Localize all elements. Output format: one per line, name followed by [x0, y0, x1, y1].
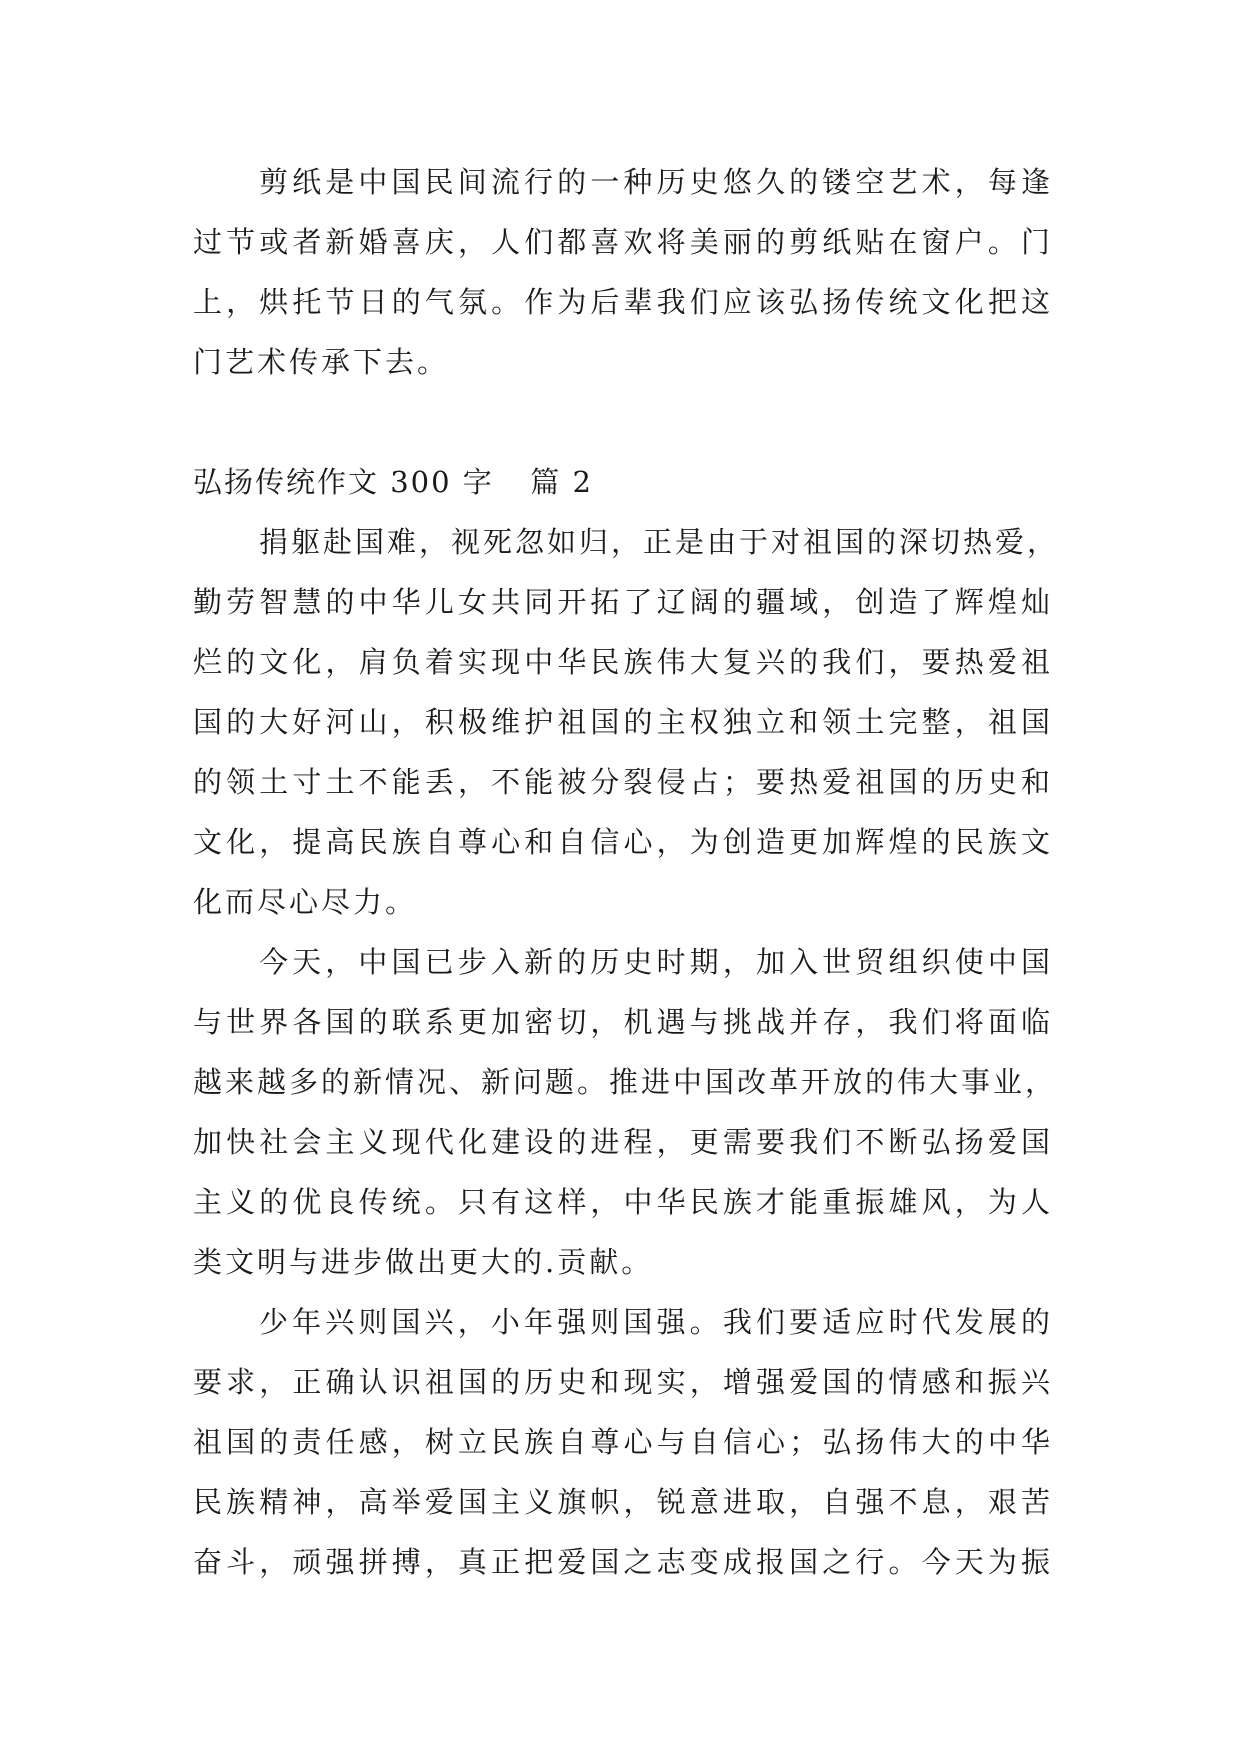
text-line: 剪纸是中国民间流行的一种历史悠久的镂空艺术，每逢: [259, 165, 1053, 199]
paragraph-2: [193, 512, 1060, 932]
text-line: 少年兴则国兴，小年强则国强。我们要适应时代发展的: [259, 1305, 1053, 1339]
text-line: 门艺术传承下去。: [193, 345, 450, 379]
text-line: 勤劳智慧的中华儿女共同开拓了辽阔的疆域，创造了辉煌灿: [193, 585, 1053, 619]
section-heading: [193, 452, 593, 512]
text-line: 国的大好河山，积极维护祖国的主权独立和领土完整，祖国: [193, 705, 1053, 739]
text-line: 类文明与进步做出更大的.贡献。: [193, 1245, 654, 1279]
paragraph-1: [193, 152, 1053, 392]
text-line: 上，烘托节日的气氛。作为后辈我们应该弘扬传统文化把这: [193, 285, 1053, 319]
text-line: 奋斗，顽强拼搏，真正把爱国之志变成报国之行。今天为振: [193, 1545, 1053, 1579]
heading-title: 弘扬传统作文 300 字: [193, 465, 494, 499]
text-line: 主义的优良传统。只有这样，中华民族才能重振雄风，为人: [193, 1185, 1053, 1219]
text-line: 祖国的责任感，树立民族自尊心与自信心；弘扬伟大的中华: [193, 1425, 1053, 1459]
text-line: 今天，中国已步入新的历史时期，加入世贸组织使中国: [259, 945, 1053, 979]
text-line: 越来越多的新情况、新问题。推进中国改革开放的伟大事业，: [193, 1065, 1058, 1099]
text-line: 与世界各国的联系更加密切，机遇与挑战并存，我们将面临: [193, 1005, 1053, 1039]
heading-part: 篇 2: [530, 465, 593, 499]
text-line: 文化，提高民族自尊心和自信心，为创造更加辉煌的民族文: [193, 825, 1053, 859]
paragraph-3: [193, 932, 1058, 1292]
text-line: 要求，正确认识祖国的历史和现实，增强爱国的情感和振兴: [193, 1365, 1053, 1399]
paragraph-4: [193, 1292, 1053, 1592]
text-line: 加快社会主义现代化建设的进程，更需要我们不断弘扬爱国: [193, 1125, 1053, 1159]
text-line: 民族精神，高举爱国主义旗帜，锐意进取，自强不息，艰苦: [193, 1485, 1053, 1519]
text-line: 过节或者新婚喜庆，人们都喜欢将美丽的剪纸贴在窗户。门: [193, 225, 1053, 259]
text-line: 的领土寸土不能丢，不能被分裂侵占；要热爱祖国的历史和: [193, 765, 1053, 799]
text-line: 烂的文化，肩负着实现中华民族伟大复兴的我们，要热爱祖: [193, 645, 1053, 679]
text-line: 捐躯赴国难，视死忽如归，正是由于对祖国的深切热爱，: [259, 525, 1060, 559]
text-line: 化而尽心尽力。: [193, 885, 418, 919]
